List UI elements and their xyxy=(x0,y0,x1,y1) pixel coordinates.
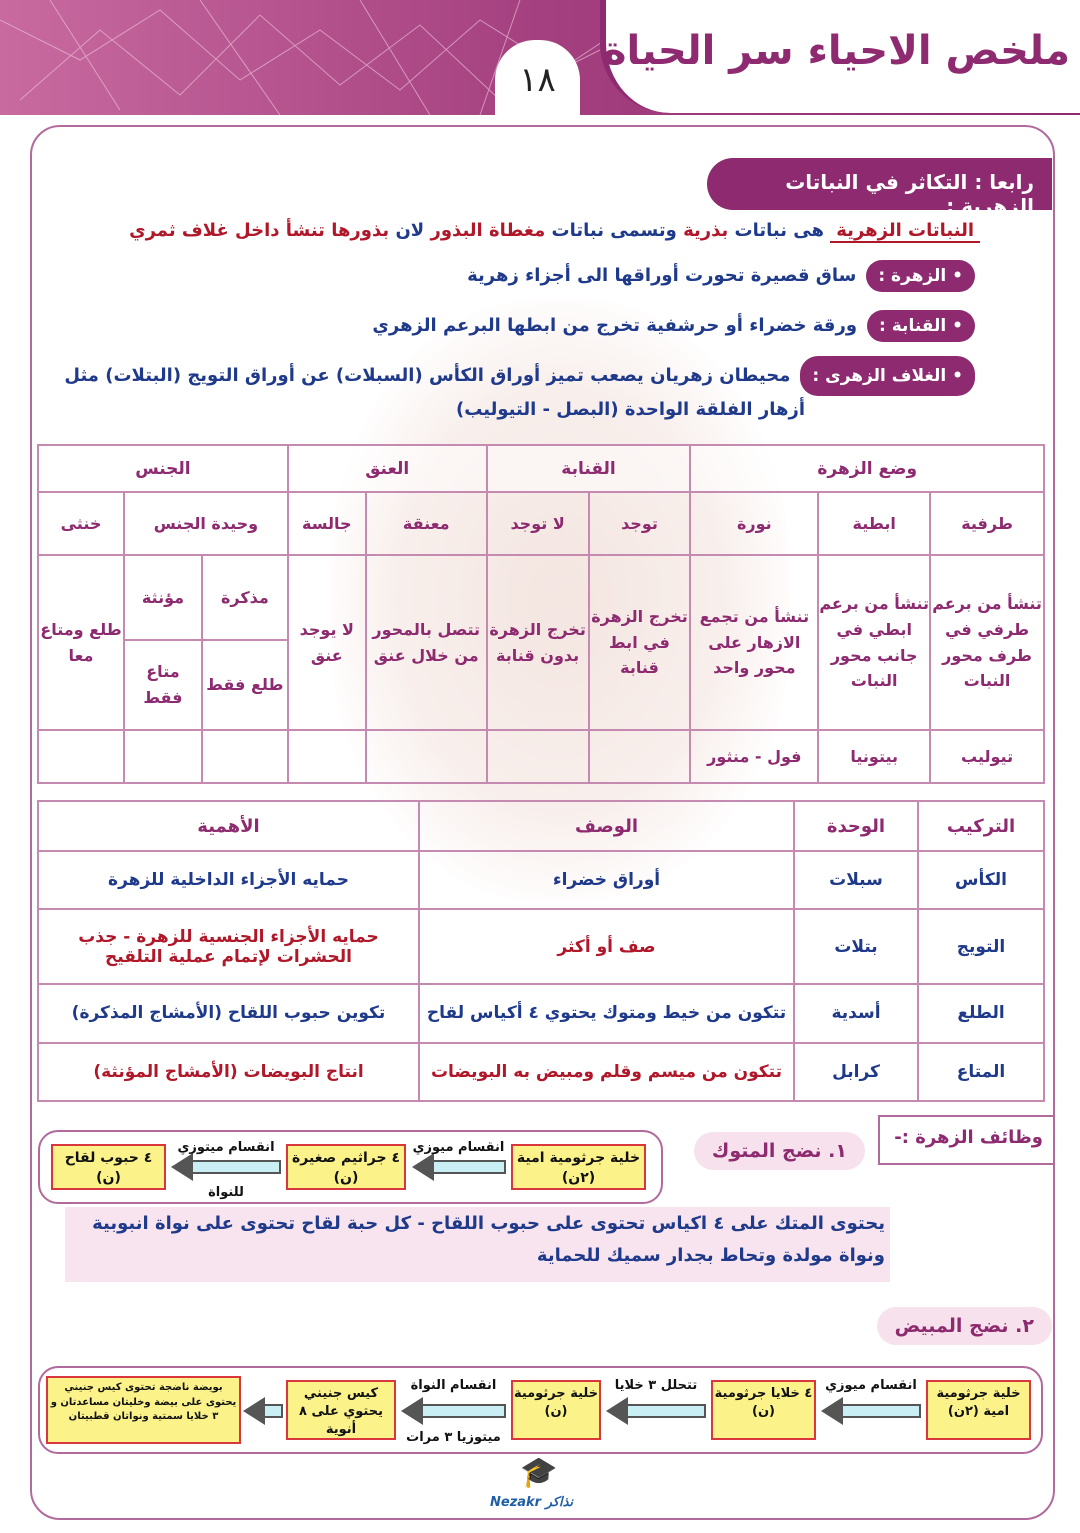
flow-box: ٤ حبوب لقاح (ن) xyxy=(51,1144,166,1190)
anther-flow xyxy=(38,1130,663,1204)
arrow-icon xyxy=(193,1160,281,1174)
graduation-cap-icon: 🎓 xyxy=(520,1455,558,1490)
flow-box: خلية جرثومية (ن) xyxy=(511,1380,601,1440)
term-flower: • الزهرة :ساق قصيرة تحورت أوراقها الى أجزاء زهرية xyxy=(467,260,975,292)
arrow-icon xyxy=(843,1404,921,1418)
flow-box: خلية جرثومية امية (٢ن) xyxy=(926,1380,1031,1440)
term-perianth: • الغلاف الزهرى :محيطان زهريان يصعب تميز أوراق الكأس (السبلات) عن أوراق التويج (البتلات) مثل أزهار الفلقة الواحدة (البصل - التيوليب) xyxy=(40,356,975,424)
flow-label: تتحلل ٣ خلايا xyxy=(614,1378,698,1393)
flower-classification-table: وضع الزهرة القنابة العنق الجنس طرفية ابطية نورة توجد لا توجد معنقة جالسة وحيدة الجنس خنثى تنشأ من برعم طرفي في طرف محور النبات تنشأ من برعم ابطي في جانب محور النبات تنشأ من تجمع الازهار على محور واحد تخرج الزهرة في ابط قنابة تخرج الزهرة بدون قنابة تتصل بالمحور من خلال عنق لا يوجد عنق مذكرة مؤنثة طلع ومتاع معا طلع فقط متاع فقط تيوليب بيتونيا فول - منثور xyxy=(37,444,1045,784)
flow-box: بويضة ناضجة تحتوى كيس جنيني يحتوى على بيضة وخليتان مساعدتان و ٣ خلايا سمتية ونواتان قطبيتان xyxy=(46,1376,241,1444)
nezakr-logo: Nezakr نذاكر xyxy=(490,1495,574,1510)
arrow-icon xyxy=(434,1160,506,1174)
flow-label: انقسام النواة xyxy=(410,1378,497,1393)
flow-label: انقسام ميوزي xyxy=(412,1140,505,1155)
flow-label: ميتوزيا ٣ مرات xyxy=(406,1430,501,1445)
header-sex: الجنس xyxy=(38,445,288,492)
flow-label: انقسام ميتوزي xyxy=(177,1140,275,1155)
header-bract: القنابة xyxy=(487,445,691,492)
header-position: وضع الزهرة xyxy=(690,445,1044,492)
flow-box: ٤ جراثيم صغيرة (ن) xyxy=(286,1144,406,1190)
page-number: ١٨ xyxy=(495,40,580,115)
term-bract: • القنابة :ورقة خضراء أو حرشفية تخرج من ابطها البرعم الزهري xyxy=(372,310,975,342)
table-row: التويج بتلات صف أو أكثر حمايه الأجزاء الجنسية للزهرة - جذب الحشرات لإتمام عملية التلقيح xyxy=(38,909,1044,984)
page-title: ملخص الاحياء سر الحياة xyxy=(602,28,1070,74)
section-title: رابعا : التكاثر في النباتات الزهرية : xyxy=(707,158,1052,210)
arrow-icon xyxy=(423,1404,506,1418)
header-stalk: العنق xyxy=(288,445,487,492)
flow-box: كيس جنيني يحتوي على ٨ أنوية xyxy=(286,1380,396,1440)
anther-text: يحتوى المتك على ٤ اكياس تحتوى على حبوب اللقاح - كل حبة لقاح تحتوى على نواة انبوبية xyxy=(92,1213,885,1234)
arrow-icon xyxy=(628,1404,706,1418)
ovary-maturation-tag: ٢. نضج المبيض xyxy=(877,1307,1052,1345)
flow-box: خلية جرثومية امية (٢ن) xyxy=(511,1144,646,1190)
table-row: الطلع أسدية تتكون من خيط ومتوك يحتوي ٤ أكياس لقاح تكوين حبوب اللقاح (الأمشاج المذكرة) xyxy=(38,984,1044,1042)
arrow-icon xyxy=(265,1404,283,1418)
flow-label: انقسام ميوزي xyxy=(825,1378,917,1393)
table-row: الكأس سبلات أوراق خضراء حمايه الأجزاء الداخلية للزهرة xyxy=(38,851,1044,909)
anther-text-2: ونواة مولدة وتحاط بجدار سميك للحماية xyxy=(536,1245,885,1266)
flow-box: ٤ خلايا جرثومية (ن) xyxy=(711,1380,816,1440)
ovary-flow xyxy=(38,1366,1043,1454)
functions-title: وظائف الزهرة :- xyxy=(878,1115,1053,1165)
anther-maturation-tag: ١. نضج المتوك xyxy=(694,1132,865,1170)
flow-label: للنواة xyxy=(208,1185,244,1200)
term-perianth-example: أزهار الفلقة الواحدة (البصل - التيوليب) xyxy=(455,399,805,420)
flower-parts-table: التركيب الوحدة الوصف الأهمية الكأس سبلات أوراق خضراء حمايه الأجزاء الداخلية للزهرة التويج بتلات صف أو أكثر حمايه الأجزاء الجنسية للزهرة - جذب الحشرات لإتمام عملية التلقيح الطلع أسدية تتكون من خيط ومتوك يحتوي ٤ أكياس لقاح تكوين حبوب اللقاح (الأمشاج المذكرة) المتاع كرابل تتكون من ميسم وقلم ومبيض به البويضات انتاج البويضات (الأمشاج المؤنثة) xyxy=(37,800,1045,1102)
table-row: المتاع كرابل تتكون من ميسم وقلم ومبيض به البويضات انتاج البويضات (الأمشاج المؤنثة) xyxy=(38,1043,1044,1101)
definition: النباتات الزهرية هى نباتات بذرية وتسمى نباتات مغطاة البذور لان بذورها تنشأ داخل غلاف ثمري xyxy=(129,220,980,241)
